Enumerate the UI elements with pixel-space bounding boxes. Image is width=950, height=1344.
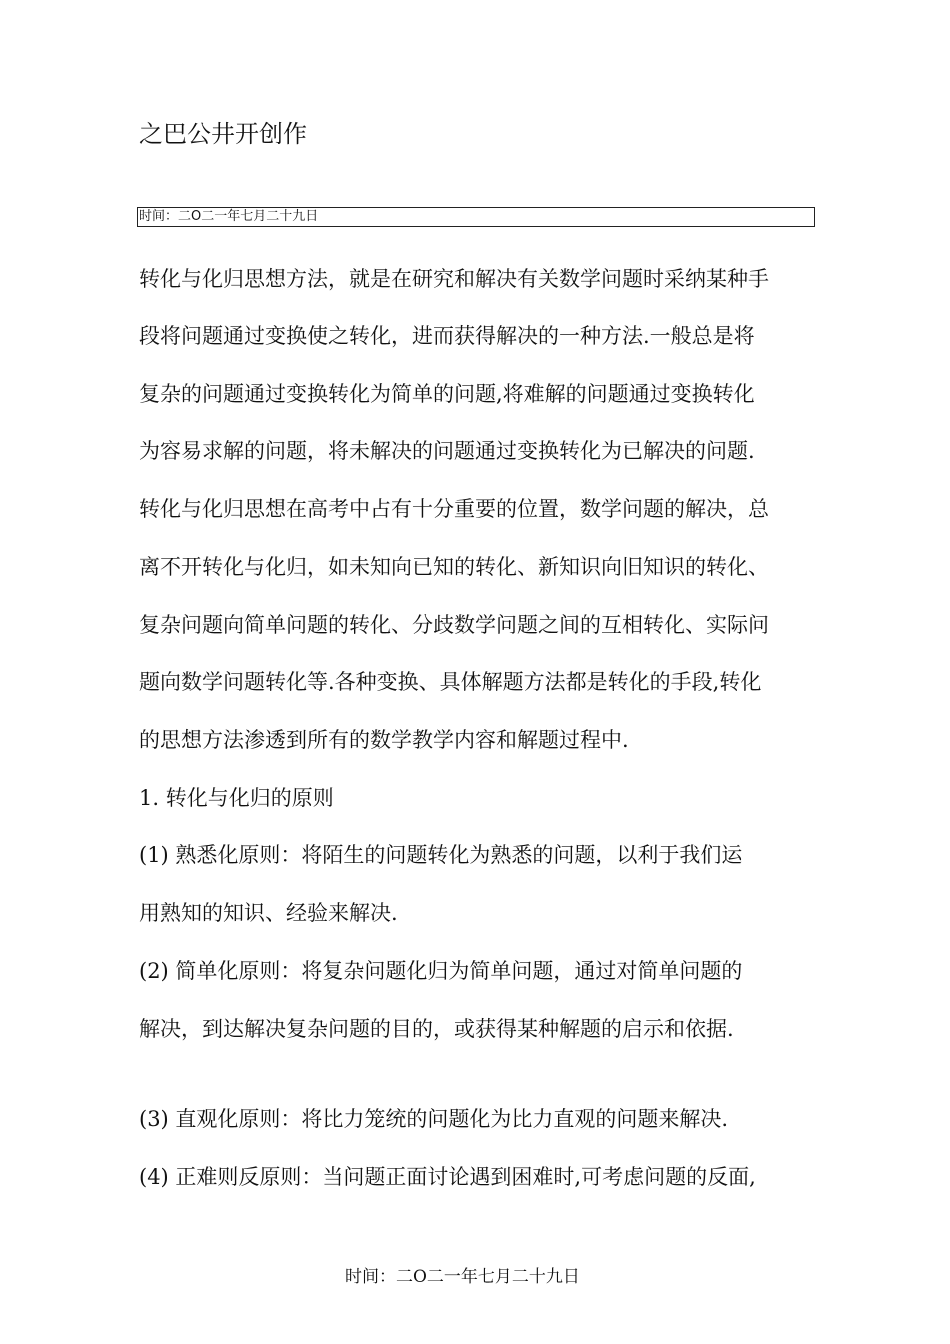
body-line: 题向数学问题转化等.各种变换、具体解题方法都是转化的手段,转化 [139,670,762,694]
principle-item: (3) 直观化原则：将比力笼统的问题化为比力直观的问题来解决. [139,1107,729,1131]
principle-item: (2) 简单化原则：将复杂问题化归为简单问题，通过对简单问题的 [139,959,743,983]
body-line: 离不开转化与化归，如未知向已知的转化、新知识向旧知识的转化、 [139,555,769,579]
section-heading: 1. 转化与化归的原则 [139,786,334,810]
body-line: 段将问题通过变换使之转化，进而获得解决的一种方法.一般总是将 [139,324,755,348]
time-box: 时间：二O二一年七月二十九日 [137,207,815,227]
document-title: 之巴公井开创作 [139,120,307,148]
body-line: 解决，到达解决复杂问题的目的，或获得某种解题的启示和依据. [139,1017,734,1041]
body-line: 用熟知的知识、经验来解决. [139,901,398,925]
body-line: 转化与化归思想方法，就是在研究和解决有关数学问题时采纳某种手 [139,267,769,291]
body-line: 复杂的问题通过变换转化为简单的问题,将难解的问题通过变换转化 [139,382,755,406]
body-line: 转化与化归思想在高考中占有十分重要的位置，数学问题的解决，总 [139,497,769,521]
principle-item: (1) 熟悉化原则：将陌生的问题转化为熟悉的问题，以利于我们运 [139,843,743,867]
body-line: 为容易求解的问题，将未解决的问题通过变换转化为已解决的问题. [139,439,755,463]
principle-item: (4) 正难则反原则：当问题正面讨论遇到困难时,可考虑问题的反面, [139,1165,756,1189]
body-line: 的思想方法渗透到所有的数学教学内容和解题过程中. [139,728,629,752]
body-line: 复杂问题向简单问题的转化、分歧数学问题之间的互相转化、实际问 [139,613,769,637]
page-footer: 时间：二O二一年七月二十九日 [345,1267,580,1287]
